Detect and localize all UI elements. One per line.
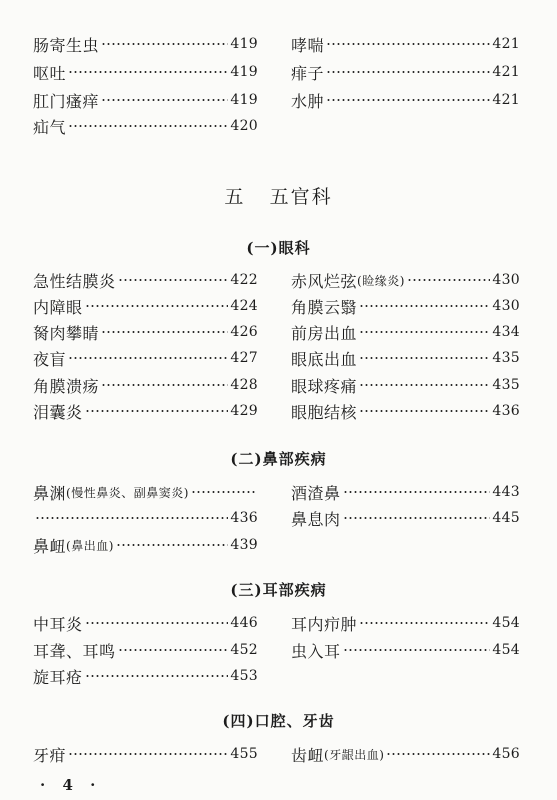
- entry-page: 435: [492, 377, 520, 393]
- leader-dots: [85, 410, 229, 412]
- entry-page: 435: [492, 350, 520, 366]
- chapter-number: 五: [224, 186, 246, 208]
- entry-page: 419: [230, 92, 258, 108]
- entry-title: 肠寄生虫: [33, 35, 100, 55]
- entry-page: 434: [492, 324, 520, 340]
- toc-entry: [33, 743, 258, 765]
- entry-note: (睑缘炎): [357, 273, 405, 288]
- entry-page: 430: [492, 298, 520, 314]
- entry-title: 鼻衄: [33, 536, 67, 556]
- toc-entry: [291, 33, 520, 55]
- toc-entry: [33, 481, 258, 503]
- entry-page: 419: [230, 64, 258, 80]
- leader-dots: [359, 331, 490, 333]
- toc-entry: [291, 481, 520, 503]
- leader-dots: [116, 544, 228, 546]
- leader-dots: [101, 331, 228, 333]
- chapter-heading: [0, 182, 557, 209]
- entry-page: 421: [492, 92, 520, 108]
- leader-dots: [35, 517, 228, 519]
- entry-page: 454: [492, 642, 520, 658]
- toc-entry: [33, 534, 258, 556]
- entry-title: 角膜溃疡: [33, 376, 100, 396]
- entry-title: 角膜云翳: [291, 297, 358, 317]
- entry-page: 422: [230, 272, 258, 288]
- chapter-title: 五官科: [269, 186, 333, 208]
- leader-dots: [407, 279, 490, 281]
- entry-title: 鼻渊: [33, 483, 67, 503]
- entry-title: 牙疳: [33, 745, 67, 765]
- leader-dots: [326, 99, 490, 101]
- leader-dots: [326, 71, 490, 73]
- toc-entry: [33, 374, 258, 396]
- entry-page: 420: [230, 118, 258, 134]
- entry-title: 胬肉攀睛: [33, 323, 100, 343]
- leader-dots: [386, 753, 490, 755]
- entry-title: 夜盲: [33, 349, 67, 369]
- toc-entry-continued: [33, 507, 258, 529]
- section-heading-ear: (三)耳部疾病: [230, 581, 327, 599]
- toc-entry: [33, 33, 258, 55]
- toc-entry: [291, 639, 520, 661]
- entry-title: 酒渣鼻: [291, 483, 341, 503]
- toc-entry: [33, 321, 258, 343]
- entry-page: 456: [492, 746, 520, 762]
- toc-entry: [33, 295, 258, 317]
- leader-dots: [68, 753, 228, 755]
- toc-entry: [33, 665, 258, 687]
- entry-page: 443: [492, 484, 520, 500]
- toc-entry: [291, 269, 520, 291]
- toc-entry: [291, 321, 520, 343]
- toc-entry: [291, 89, 520, 111]
- entry-page: 429: [230, 403, 258, 419]
- entry-page: 453: [230, 668, 258, 684]
- entry-page: 436: [230, 510, 258, 526]
- entry-title: 眼底出血: [291, 349, 358, 369]
- leader-dots: [118, 649, 229, 651]
- entry-page: 419: [230, 36, 258, 52]
- entry-page: 428: [230, 377, 258, 393]
- entry-title: 鼻息肉: [291, 509, 341, 529]
- entry-title: 齿衄: [291, 745, 325, 765]
- entry-title: 疝气: [33, 117, 67, 137]
- entry-page: 426: [230, 324, 258, 340]
- entry-title: 水肿: [291, 91, 325, 111]
- leader-dots: [85, 622, 229, 624]
- leader-dots: [343, 649, 491, 651]
- entry-page: 445: [492, 510, 520, 526]
- toc-entry: [291, 400, 520, 422]
- toc-entry: [33, 269, 258, 291]
- entry-page: 439: [230, 537, 258, 553]
- entry-note: (鼻出血): [66, 538, 114, 553]
- entry-page: 421: [492, 64, 520, 80]
- entry-title: 赤风烂弦: [291, 271, 358, 291]
- entry-page: 446: [230, 615, 258, 631]
- entry-page: 455: [230, 746, 258, 762]
- toc-entry: [33, 115, 258, 137]
- leader-dots: [118, 279, 229, 281]
- toc-entry: [33, 612, 258, 634]
- entry-page: 427: [230, 350, 258, 366]
- entry-title: 中耳炎: [33, 614, 83, 634]
- leader-dots: [85, 305, 229, 307]
- toc-entry: [291, 61, 520, 83]
- leader-dots: [101, 43, 228, 45]
- entry-title: 眼胞结核: [291, 402, 358, 422]
- leader-dots: [191, 491, 256, 493]
- leader-dots: [68, 125, 228, 127]
- entry-title: 耳内疖肿: [291, 614, 358, 634]
- entry-page: 424: [230, 298, 258, 314]
- entry-note: (牙龈出血): [324, 747, 385, 762]
- toc-entry: [33, 61, 258, 83]
- entry-title: 前房出血: [291, 323, 358, 343]
- section-heading-mouth: (四)口腔、牙齿: [222, 712, 335, 730]
- entry-page: 454: [492, 615, 520, 631]
- toc-entry: [33, 639, 258, 661]
- leader-dots: [343, 517, 491, 519]
- toc-entry: [33, 89, 258, 111]
- leader-dots: [359, 410, 490, 412]
- entry-title: 旋耳疮: [33, 667, 83, 687]
- leader-dots: [359, 384, 490, 386]
- entry-title: 肛门瘙痒: [33, 91, 100, 111]
- entry-title: 虫入耳: [291, 641, 341, 661]
- leader-dots: [101, 384, 228, 386]
- entry-title: 泪囊炎: [33, 402, 83, 422]
- leader-dots: [359, 357, 490, 359]
- section-heading-nose: (二)鼻部疾病: [230, 450, 327, 468]
- entry-note: (慢性鼻炎、副鼻窦炎): [66, 485, 189, 500]
- toc-entry: [291, 295, 520, 317]
- entry-page: 436: [492, 403, 520, 419]
- page-number: · 4 ·: [40, 776, 102, 794]
- section-heading-eye: (一)眼科: [246, 239, 311, 257]
- leader-dots: [343, 491, 491, 493]
- entry-title: 眼球疼痛: [291, 376, 358, 396]
- entry-title: 内障眼: [33, 297, 83, 317]
- toc-entry: [291, 612, 520, 634]
- toc-entry: [291, 374, 520, 396]
- leader-dots: [68, 357, 228, 359]
- entry-title: 急性结膜炎: [33, 271, 116, 291]
- toc-entry: [291, 507, 520, 529]
- entry-page: 430: [492, 272, 520, 288]
- leader-dots: [68, 71, 228, 73]
- leader-dots: [359, 305, 490, 307]
- toc-entry: [33, 347, 258, 369]
- leader-dots: [359, 622, 490, 624]
- entry-page: 452: [230, 642, 258, 658]
- leader-dots: [101, 99, 228, 101]
- toc-entry: [291, 347, 520, 369]
- entry-page: 421: [492, 36, 520, 52]
- entry-title: 痱子: [291, 63, 325, 83]
- entry-title: 呕吐: [33, 63, 67, 83]
- leader-dots: [326, 43, 490, 45]
- leader-dots: [85, 675, 229, 677]
- toc-entry: [291, 743, 520, 765]
- entry-title: 耳聋、耳鸣: [33, 641, 116, 661]
- entry-title: 哮喘: [291, 35, 325, 55]
- toc-entry: [33, 400, 258, 422]
